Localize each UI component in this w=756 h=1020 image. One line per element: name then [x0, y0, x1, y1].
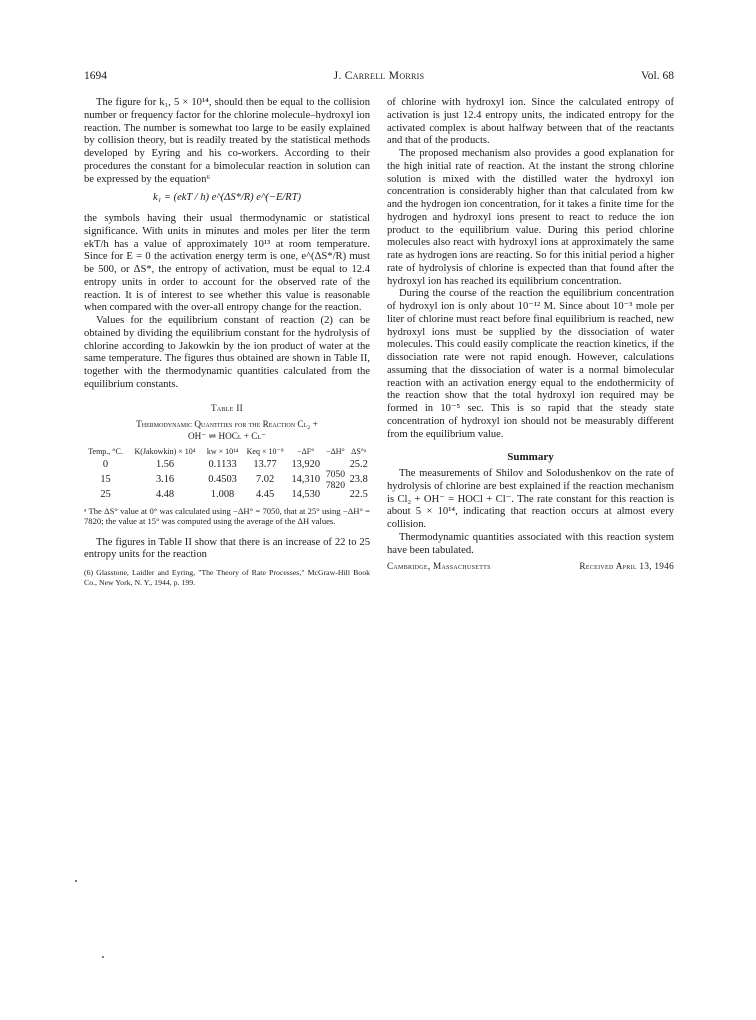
table-cell: 0 [102, 459, 109, 471]
column-header: −ΔF° [297, 447, 315, 457]
table-cell: 25.2 [349, 459, 368, 471]
table-cell: 13.77 [253, 459, 277, 471]
table-cell: 0.4503 [208, 474, 237, 485]
table-cell: 1.008 [210, 488, 235, 500]
table-header-row [84, 447, 370, 458]
table-block [84, 402, 370, 527]
table-cell: 1.56 [155, 459, 175, 471]
table-cell: 3.16 [155, 474, 175, 485]
table-cell: 4.45 [255, 488, 275, 500]
paragraph: The figure for k₁, 5 × 10¹⁴, should then be equal to the collision number or frequency factor for the chlorine molecule–hydroxyl ion reaction. The number is somewhat too large to be easily explained by collision theory, but is readily treated by the statistical methods developed by Eyring and his co-workers. According to their procedures the constant for a bimolecular reaction in solution can be expressed by the equation⁶ [84, 97, 370, 185]
column-header: Temp., °C. [88, 447, 123, 457]
paragraph: the symbols having their usual thermodynamic or statistical significance. With units in minutes and moles per liter the term ekT/h has a value of approximately 10¹³ at room temperature. Since for E = 0 the activation energy term is one, e^(ΔS*/R) must be 500, or ΔS*, the entropy of activation, must be equal to 12.4 entropy units in order to account for the observed rate of the reaction. It is of interest to see whether this value is reasonable when compared with the over-all entropy change for the reaction. [84, 213, 370, 314]
table-caption [84, 418, 370, 442]
affiliation-place: Cambridge, Massachusetts [387, 561, 491, 572]
table-label: Table II [210, 402, 244, 413]
volume-label: Vol. 68 [640, 70, 674, 82]
table-cell: 14,310 [291, 474, 321, 485]
table-caption-line: Thermodynamic Quantities for the Reaction Cl₂ + [136, 419, 318, 430]
column-header: ΔS°ᵃ [351, 447, 367, 457]
paragraph: The figures in Table II show that there is an increase of 22 to 25 entropy units for the reaction [84, 536, 370, 561]
paragraph: of chlorine with hydroxyl ion. Since the calculated entropy of activation is just 12.4 entropy units, the indicated entropy for the activated complex is about halfway between that of the reactants and that of the products. [387, 97, 674, 147]
table-note: ᵃ The ΔS° value at 0° was calculated using −ΔH° = 7050, that at 25° using −ΔH° = 7820; the value at 15° was computed using the average of the ΔH values. [84, 505, 370, 526]
table-cell: 14,530 [291, 488, 321, 500]
scan-speck [75, 880, 77, 882]
table-cell: 23.8 [349, 474, 368, 485]
summary-paragraph: The measurements of Shilov and Solodushenkov on the rate of hydrolysis of chlorine are best explained if the reaction mechanism is Cl₂ + OH⁻ = HOCl + Cl⁻. The rate constant for this reaction is about 5 × 10¹⁴, indicating that reaction occurs at almost every collision. [387, 468, 674, 530]
paragraph: Values for the equilibrium constant of reaction (2) can be obtained by dividing the equilibrium constant for the hydrolysis of chlorine according to Jakowkin by the ion product of water at the same temperature. The figures thus obtained are shown in Table II, together with the thermodynamic quantities calculated from the equilibrium constants. [84, 315, 370, 390]
table-row [84, 458, 370, 473]
delta-h-value: 7820 [325, 480, 346, 492]
table-cell: 15 [100, 474, 111, 485]
left-column [84, 97, 370, 588]
page-number: 1694 [84, 70, 107, 82]
affiliation-line [387, 560, 674, 573]
column-header: kw × 10¹⁴ [206, 447, 239, 457]
footnote: (6) Glasstone, Laidler and Eyring, "The Theory of Rate Processes," McGraw-Hill Book Co., New York, N. Y., 1944, p. 199. [84, 568, 370, 587]
table-cell: 4.48 [155, 488, 175, 500]
running-header [84, 70, 674, 86]
paragraph: During the course of the reaction the equilibrium concentration of hydroxyl ion is only about 10⁻¹² M. Since about 10⁻³ mole per liter of chlorine must react before final equilibrium is reached, new hydroxyl ions must be supplied by the dissociation of water molecules. This could easily complicate the reaction kinetics, if the dissociation rate were not rapid enough. However, calculations assuming that the dissociation of water is a normal bimolecular reaction with an activation energy equal to the endothermicity of the reaction show that the total hydroxyl ion required may be formed in 10⁻⁵ sec. This is so rapid that the steady state concentration of hydroxyl ion should not be measurably different from the equilibrium value. [387, 288, 674, 440]
received-date: Received April 13, 1946 [579, 561, 674, 572]
delta-h-cell [324, 458, 348, 502]
table-caption-line: OH⁻ ⇌ HOCl + Cl⁻ [188, 431, 266, 442]
table-cell: 25 [100, 488, 111, 500]
rate-equation: k₁ = (ekT / h) e^(ΔS*/R) e^(−E/RT) [152, 192, 302, 204]
paragraph: The proposed mechanism also provides a good explanation for the high initial rate of reaction. At the instant the strong chlorine solution is mixed with the distilled water the hydroxyl ion concentration is considerably higher than that calculated from kw and the hydrogen ion concentration, for it takes a finite time for the hydrogen and hydroxyl ions present to react to reduce the ion product to the equilibrium value. During this period chlorine molecules also react with hydroxyl ions at approximately the same rate as hydrogen ions are reacting. So for this initial period a higher rate of hydrolysis of chlorine is expected than that found after the hydroxyl ion has reached its equilibrium concentration. [387, 148, 674, 287]
thermo-table [84, 447, 370, 502]
summary-heading: Summary [507, 451, 554, 464]
table-cell: 22.5 [349, 488, 368, 500]
table-cell: 0.1133 [208, 459, 237, 471]
table-cell: 13,920 [291, 459, 321, 471]
summary-paragraph: Thermodynamic quantities associated with this reaction system have been tabulated. [387, 531, 674, 556]
column-header: Keq × 10⁻⁹ [246, 447, 284, 457]
column-header: K(Jakowkin) × 10⁴ [134, 447, 196, 457]
right-column [387, 97, 674, 573]
table-cell: 7.02 [255, 474, 275, 485]
scan-speck [102, 956, 104, 958]
column-header: −ΔH° [326, 447, 345, 457]
delta-h-value: 7050 [325, 469, 346, 481]
running-title: J. Carrell Morris [333, 70, 425, 82]
